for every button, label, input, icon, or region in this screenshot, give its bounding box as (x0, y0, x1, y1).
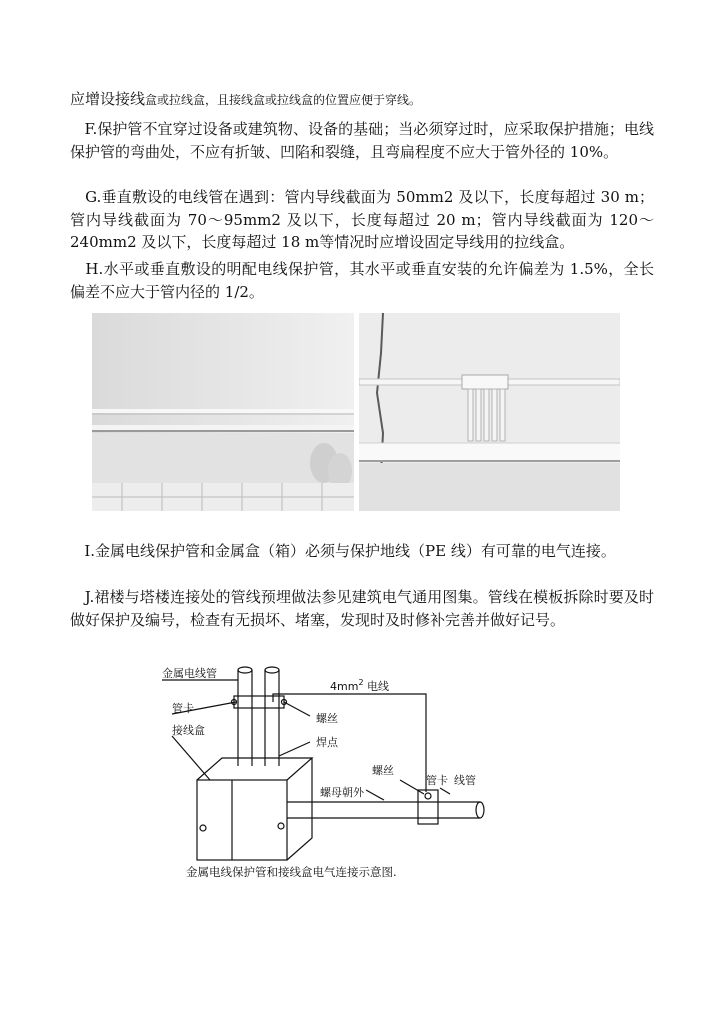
pipe-clamp-horizontal (418, 790, 438, 824)
paragraph-j: J.裙楼与塔楼连接处的管线预埋做法参见建筑电气通用图集。管线在模板拆除时要及时做好保护及编号，检查有无损坏、堵塞，发现时及时修补完善并做好记号。 (70, 588, 654, 629)
horizontal-pipe (287, 802, 480, 818)
label-weld-point: 焊点 (316, 736, 338, 749)
intro-text-small: 盒或拉线盒，且接线盒或拉线盒的位置应便于穿线。 (145, 93, 422, 107)
paragraph-h: H.水平或垂直敷设的明配电线保护管，其水平或垂直安装的允许偏差为 1.5%，全长偏差不应大于管内径的 1/2。 (70, 260, 654, 301)
label-nut-outward: 螺母朝外 (320, 786, 364, 799)
label-screw-top: 螺丝 (316, 712, 338, 725)
label-junction-box: 接线盒 (172, 724, 205, 737)
photo-vertical-conduit-box (359, 313, 620, 511)
label-pipe-clamp-top: 管卡 (172, 702, 194, 715)
intro-text-main: 应增设接线 (70, 90, 146, 108)
paragraph-f: F.保护管不宜穿过设备或建筑物、设备的基础；当必须穿过时，应采取保护措施；电线保护管的弯曲处，不应有折皱、凹陷和裂缝，且弯扁程度不应大于管外径的 10%。 (70, 120, 655, 161)
pipe-clamp-top (234, 696, 284, 708)
diagram-caption: 金属电线保护管和接线盒电气连接示意图. (186, 865, 397, 879)
vertical-pipe-left (238, 670, 252, 766)
label-metal-pipe: 金属电线管 (162, 667, 217, 680)
label-screw-horizontal: 螺丝 (372, 764, 394, 777)
label-ground-wire: $4mm^2$ 电线 (330, 678, 390, 693)
junction-box-side (287, 758, 312, 860)
paragraph-g: G.垂直敷设的电线管在遇到：管内导线截面为 50mm2 及以下，长度每超过 30 m；管内导线截面为 70～95mm2 及以下，长度每超过 20 m；管内导线截面为 120～240mm2 及以下，长度每超过 18 m等情况时应增设固定导线用的拉线盒。 (70, 188, 654, 251)
photo-horizontal-conduit (92, 313, 354, 511)
junction-box-diagram (150, 660, 500, 895)
paragraph-intro (70, 88, 654, 112)
label-pipe-clamp-horizontal: 管卡 (426, 774, 448, 787)
junction-box-top (197, 758, 312, 780)
vertical-pipe-right (265, 670, 279, 766)
junction-box-front (197, 780, 287, 860)
paragraph-i: I.金属电线保护管和金属盒（箱）必须与保护地线（PE 线）有可靠的电气连接。 (70, 542, 616, 560)
label-conduit: 线管 (454, 774, 476, 787)
